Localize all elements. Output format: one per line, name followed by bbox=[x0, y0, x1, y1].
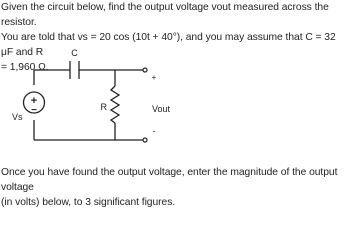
source-label: Vs bbox=[12, 112, 23, 122]
instruction-line-1: Once you have found the output voltage, enter the magnitude of the output voltage bbox=[1, 167, 338, 193]
capacitor-label: C bbox=[71, 48, 78, 58]
output-minus-label: - bbox=[152, 126, 156, 136]
output-terminal-top bbox=[143, 68, 147, 72]
instruction-text bbox=[1, 165, 349, 210]
resistor-zigzag bbox=[111, 86, 119, 123]
instruction-line-2: (in volts) below, to 3 significant figures. bbox=[1, 197, 176, 208]
circuit-diagram bbox=[0, 44, 200, 154]
problem-intro-line-3: = 1,960 Ω. bbox=[1, 62, 49, 73]
source-minus-sign: − bbox=[31, 105, 37, 116]
output-terminal-bottom bbox=[143, 138, 147, 142]
output-label: Vout bbox=[152, 104, 171, 114]
circuit-wires bbox=[34, 61, 145, 140]
problem-intro-line-1: Given the circuit below, find the output voltage vout measured across the resistor. bbox=[1, 2, 329, 28]
output-plus-label: + bbox=[151, 73, 157, 82]
resistor-label: R bbox=[100, 102, 107, 112]
problem-intro-line-2: You are told that vs = 20 cos (10t + 40°), and you may assume that C = 32 μF and R bbox=[1, 32, 336, 58]
source-plus-sign: + bbox=[30, 95, 38, 107]
